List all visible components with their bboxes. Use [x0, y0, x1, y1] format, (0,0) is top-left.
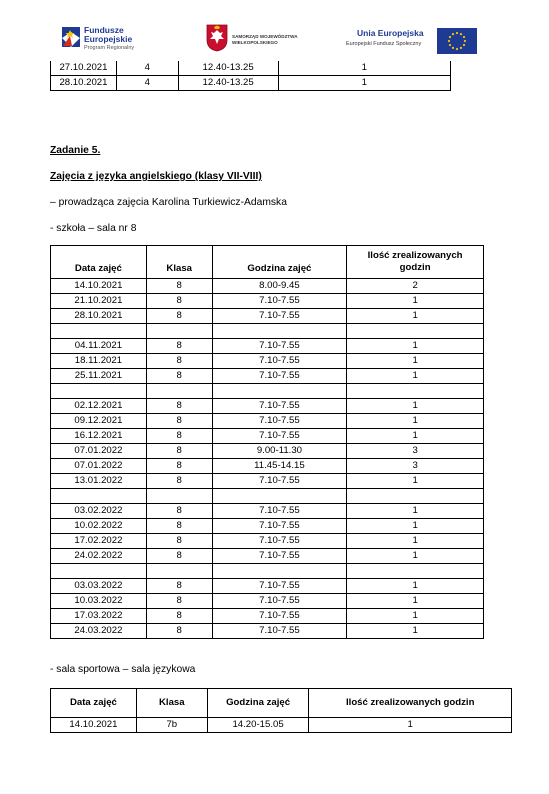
table-cell [212, 564, 347, 579]
table-cell: 7.10-7.55 [212, 549, 347, 564]
table-row [51, 564, 484, 579]
table-cell [51, 564, 147, 579]
table-cell: 7.10-7.55 [212, 519, 347, 534]
subject-title: Zajęcia z języka angielskiego (klasy VII-VIII) [50, 171, 262, 182]
table-cell: 07.01.2022 [51, 459, 147, 474]
table-cell: 8 [146, 309, 212, 324]
table-row [51, 61, 451, 76]
table-cell: 09.12.2021 [51, 414, 147, 429]
table-row [51, 414, 484, 429]
fe-line3: Program Regionalny [84, 45, 135, 51]
table-cell: 21.10.2021 [51, 294, 147, 309]
fe-line2: Europejskie [84, 34, 133, 44]
table-cell: 17.02.2022 [51, 534, 147, 549]
table-cell: 7.10-7.55 [212, 534, 347, 549]
table-cell: 7.10-7.55 [212, 399, 347, 414]
table-row [51, 279, 484, 294]
table-cell: 1 [278, 76, 450, 91]
table-row [51, 76, 451, 91]
table-row [51, 309, 484, 324]
table-row [51, 459, 484, 474]
table-cell: 1 [347, 309, 484, 324]
table-row [51, 609, 484, 624]
table-row [51, 369, 484, 384]
table-cell: 1 [278, 61, 450, 76]
table-cell: 8 [146, 579, 212, 594]
table-cell: 1 [347, 534, 484, 549]
table-cell: 8 [146, 549, 212, 564]
table-cell [212, 489, 347, 504]
table-cell: 1 [347, 399, 484, 414]
table-row [51, 579, 484, 594]
table-cell: 7.10-7.55 [212, 429, 347, 444]
header-date: Data zajęć [51, 246, 147, 279]
table-row [51, 444, 484, 459]
task-title: Zadanie 5. [50, 145, 101, 156]
table-cell: 1 [347, 354, 484, 369]
schedule-table-2 [50, 688, 512, 733]
table-cell: 07.01.2022 [51, 444, 147, 459]
table-cell: 1 [347, 414, 484, 429]
table-cell: 7.10-7.55 [212, 354, 347, 369]
table-cell: 8 [146, 369, 212, 384]
page-header [0, 24, 549, 58]
schedule-table-1 [50, 245, 484, 639]
t2-header-class: Klasa [136, 689, 207, 718]
table-cell: 1 [347, 624, 484, 639]
table-cell: 1 [347, 594, 484, 609]
table-cell [347, 324, 484, 339]
table-cell: 4 [116, 76, 178, 91]
eu-flag-icon [437, 28, 477, 54]
table-cell: 10.03.2022 [51, 594, 147, 609]
table-cell: 3 [347, 444, 484, 459]
table-cell: 8 [146, 354, 212, 369]
table-row [51, 399, 484, 414]
table-cell: 03.02.2022 [51, 504, 147, 519]
table-cell: 13.01.2022 [51, 474, 147, 489]
table-cell: 1 [347, 339, 484, 354]
table-cell: 9.00-11.30 [212, 444, 347, 459]
table-cell: 1 [309, 718, 512, 733]
table-cell: 8.00-9.45 [212, 279, 347, 294]
table-cell: 14.20-15.05 [207, 718, 309, 733]
table-cell: 8 [146, 534, 212, 549]
table-cell: 24.02.2022 [51, 549, 147, 564]
table-cell: 7.10-7.55 [212, 414, 347, 429]
t2-header-date: Data zajęć [51, 689, 137, 718]
table-cell: 8 [146, 339, 212, 354]
table-cell: 7b [136, 718, 207, 733]
table-row [51, 474, 484, 489]
table-cell: 8 [146, 399, 212, 414]
table-cell [212, 324, 347, 339]
table-row [51, 384, 484, 399]
header-class: Klasa [146, 246, 212, 279]
ue-title: Unia Europejska [357, 28, 424, 38]
table-cell: 03.03.2022 [51, 579, 147, 594]
table-cell: 04.11.2021 [51, 339, 147, 354]
t2-header-time: Godzina zajęć [207, 689, 309, 718]
table-row [51, 294, 484, 309]
table-row [51, 429, 484, 444]
table-row [51, 549, 484, 564]
table-cell: 7.10-7.55 [212, 594, 347, 609]
table-cell: 8 [146, 594, 212, 609]
table-cell: 18.11.2021 [51, 354, 147, 369]
table-cell: 7.10-7.55 [212, 369, 347, 384]
table-row [51, 534, 484, 549]
table-cell: 8 [146, 504, 212, 519]
table-row [51, 594, 484, 609]
table-cell: 8 [146, 459, 212, 474]
continued-table [50, 61, 451, 91]
table-cell [146, 324, 212, 339]
table-cell: 1 [347, 429, 484, 444]
table-cell: 2 [347, 279, 484, 294]
table-cell [146, 564, 212, 579]
table-row [51, 354, 484, 369]
table-cell: 12.40-13.25 [178, 76, 278, 91]
table-cell: 1 [347, 504, 484, 519]
table-cell: 7.10-7.55 [212, 504, 347, 519]
table-cell: 02.12.2021 [51, 399, 147, 414]
table-cell: 7.10-7.55 [212, 624, 347, 639]
table-cell: 24.03.2022 [51, 624, 147, 639]
ue-subtitle: Europejski Fundusz Społeczny [346, 41, 422, 47]
table-cell: 1 [347, 474, 484, 489]
table-cell: 28.10.2021 [51, 76, 117, 91]
table-cell: 1 [347, 609, 484, 624]
table-cell: 8 [146, 519, 212, 534]
table-cell: 4 [116, 61, 178, 76]
wielkopolska-logo [206, 24, 298, 57]
table-cell: 8 [146, 444, 212, 459]
table-cell: 8 [146, 624, 212, 639]
table-cell: 7.10-7.55 [212, 579, 347, 594]
table-cell: 28.10.2021 [51, 309, 147, 324]
table-cell: 25.11.2021 [51, 369, 147, 384]
table-cell [347, 489, 484, 504]
table-cell: 1 [347, 294, 484, 309]
fe-star-icon [60, 24, 82, 50]
wlkp-line1: SAMORZĄD WOJEWÓDZTWA [232, 34, 298, 39]
room-line-2: - sala sportowa – sala językowa [50, 664, 196, 675]
table-cell: 7.10-7.55 [212, 474, 347, 489]
table-cell: 8 [146, 474, 212, 489]
header-time: Godzina zajęć [212, 246, 347, 279]
table-cell: 8 [146, 294, 212, 309]
table-row [51, 339, 484, 354]
fe-line1: Fundusze [84, 25, 124, 35]
fundusze-europejskie-logo [60, 24, 135, 55]
table-cell: 14.10.2021 [51, 279, 147, 294]
t2-header-hours: Ilość zrealizowanych godzin [309, 689, 512, 718]
teacher-line: – prowadząca zajęcia Karolina Turkiewicz-Adamska [50, 197, 287, 208]
table-cell: 8 [146, 609, 212, 624]
table-cell [146, 489, 212, 504]
table-cell: 14.10.2021 [51, 718, 137, 733]
table-cell: 27.10.2021 [51, 61, 117, 76]
table-row [51, 624, 484, 639]
table-cell [347, 384, 484, 399]
wlkp-line2: WIELKOPOLSKIEGO [232, 39, 278, 45]
table-row [51, 718, 512, 733]
table-cell: 8 [146, 414, 212, 429]
table-cell [146, 384, 212, 399]
table-cell: 16.12.2021 [51, 429, 147, 444]
table-cell: 12.40-13.25 [178, 61, 278, 76]
table-cell [51, 384, 147, 399]
table-cell: 1 [347, 519, 484, 534]
table-cell [212, 384, 347, 399]
table-cell: 1 [347, 579, 484, 594]
table-row [51, 324, 484, 339]
table-row [51, 504, 484, 519]
table-cell: 11.45-14.15 [212, 459, 347, 474]
table-cell [51, 324, 147, 339]
table-cell: 1 [347, 369, 484, 384]
eagle-crest-icon [206, 24, 228, 52]
table-cell: 1 [347, 549, 484, 564]
table-cell: 7.10-7.55 [212, 309, 347, 324]
table-cell: 3 [347, 459, 484, 474]
table-cell: 10.02.2022 [51, 519, 147, 534]
table-cell: 8 [146, 429, 212, 444]
table-cell [51, 489, 147, 504]
table-cell: 17.03.2022 [51, 609, 147, 624]
table-row [51, 519, 484, 534]
table-cell: 8 [146, 279, 212, 294]
table-cell: 7.10-7.55 [212, 294, 347, 309]
table-cell: 7.10-7.55 [212, 339, 347, 354]
room-line-1: - szkoła – sala nr 8 [50, 223, 137, 234]
header-hours: Ilość zrealizowanych godzin [347, 246, 484, 279]
table-cell [347, 564, 484, 579]
table-row [51, 489, 484, 504]
table-cell: 7.10-7.55 [212, 609, 347, 624]
